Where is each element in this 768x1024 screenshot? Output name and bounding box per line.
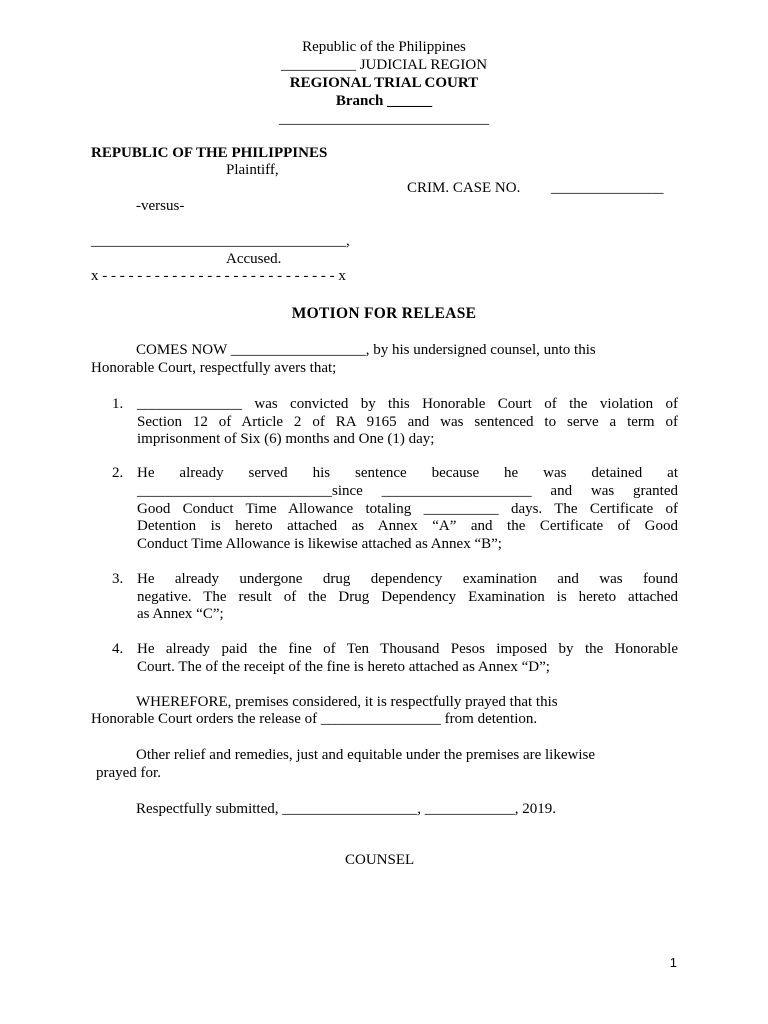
versus-label: -versus- (136, 198, 185, 214)
other-relief-line: Other relief and remedies, just and equitable under the premises are likewise (136, 747, 595, 763)
item-line: Detention is hereto attached as Annex “A” and the Certificate of Good (137, 518, 678, 534)
item-number: 3. (112, 571, 124, 587)
item-number: 2. (112, 465, 124, 481)
item-line: Section 12 of Article 2 of RA 9165 and was sentenced to serve a term of (137, 414, 678, 430)
item-number: 1. (112, 396, 124, 412)
case-number-blank: _______________ (551, 180, 664, 196)
judicial-region-line: __________ JUDICIAL REGION (280, 57, 488, 73)
intro-line: COMES NOW __________________, by his undersigned counsel, unto this (136, 342, 596, 358)
item-line: __________________________since ____________________ and was granted (137, 483, 678, 499)
item-line: Court. The of the receipt of the fine is hereto attached as Annex “D”; (137, 659, 550, 675)
court-name: REGIONAL TRIAL COURT (289, 75, 479, 91)
item-line: Conduct Time Allowance is likewise attached as Annex “B”; (137, 536, 502, 552)
accused-label: Accused. (226, 251, 282, 267)
header-rule: ____________________________ (279, 111, 489, 127)
republic-heading: Republic of the Philippines (302, 39, 466, 55)
plaintiff-name: REPUBLIC OF THE PHILIPPINES (91, 145, 328, 161)
item-number: 4. (112, 641, 124, 657)
counsel-signature-label: COUNSEL (345, 852, 415, 868)
caption-separator: x - - - - - - - - - - - - - - - - - - - - - - - - - - - x (91, 268, 346, 284)
submitted-line: Respectfully submitted, __________________, ____________, 2019. (136, 801, 556, 817)
wherefore-line: WHEREFORE, premises considered, it is respectfully prayed that this (136, 694, 558, 710)
item-line: Good Conduct Time Allowance totaling __________ days. The Certificate of (137, 501, 678, 517)
case-number-label: CRIM. CASE NO. (407, 180, 521, 196)
accused-blank: __________________________________, (91, 233, 350, 249)
item-line: negative. The result of the Drug Dependency Examination is hereto attached (137, 589, 678, 605)
branch-line: Branch ______ (335, 93, 433, 109)
item-line: He already paid the fine of Ten Thousand Pesos imposed by the Honorable (137, 641, 678, 657)
document-title: MOTION FOR RELEASE (291, 305, 477, 322)
item-line: He already served his sentence because he was detained at (137, 465, 678, 481)
item-line: He already undergone drug dependency examination and was found (137, 571, 678, 587)
item-line: ______________ was convicted by this Honorable Court of the violation of (137, 396, 678, 412)
other-relief-line: prayed for. (96, 765, 161, 781)
item-line: as Annex “C”; (137, 606, 224, 622)
wherefore-line: Honorable Court orders the release of ________________ from detention. (91, 711, 538, 727)
plaintiff-label: Plaintiff, (226, 162, 279, 178)
page-number: 1 (669, 955, 677, 970)
intro-line: Honorable Court, respectfully avers that; (91, 360, 337, 376)
item-line: imprisonment of Six (6) months and One (1) day; (137, 431, 435, 447)
